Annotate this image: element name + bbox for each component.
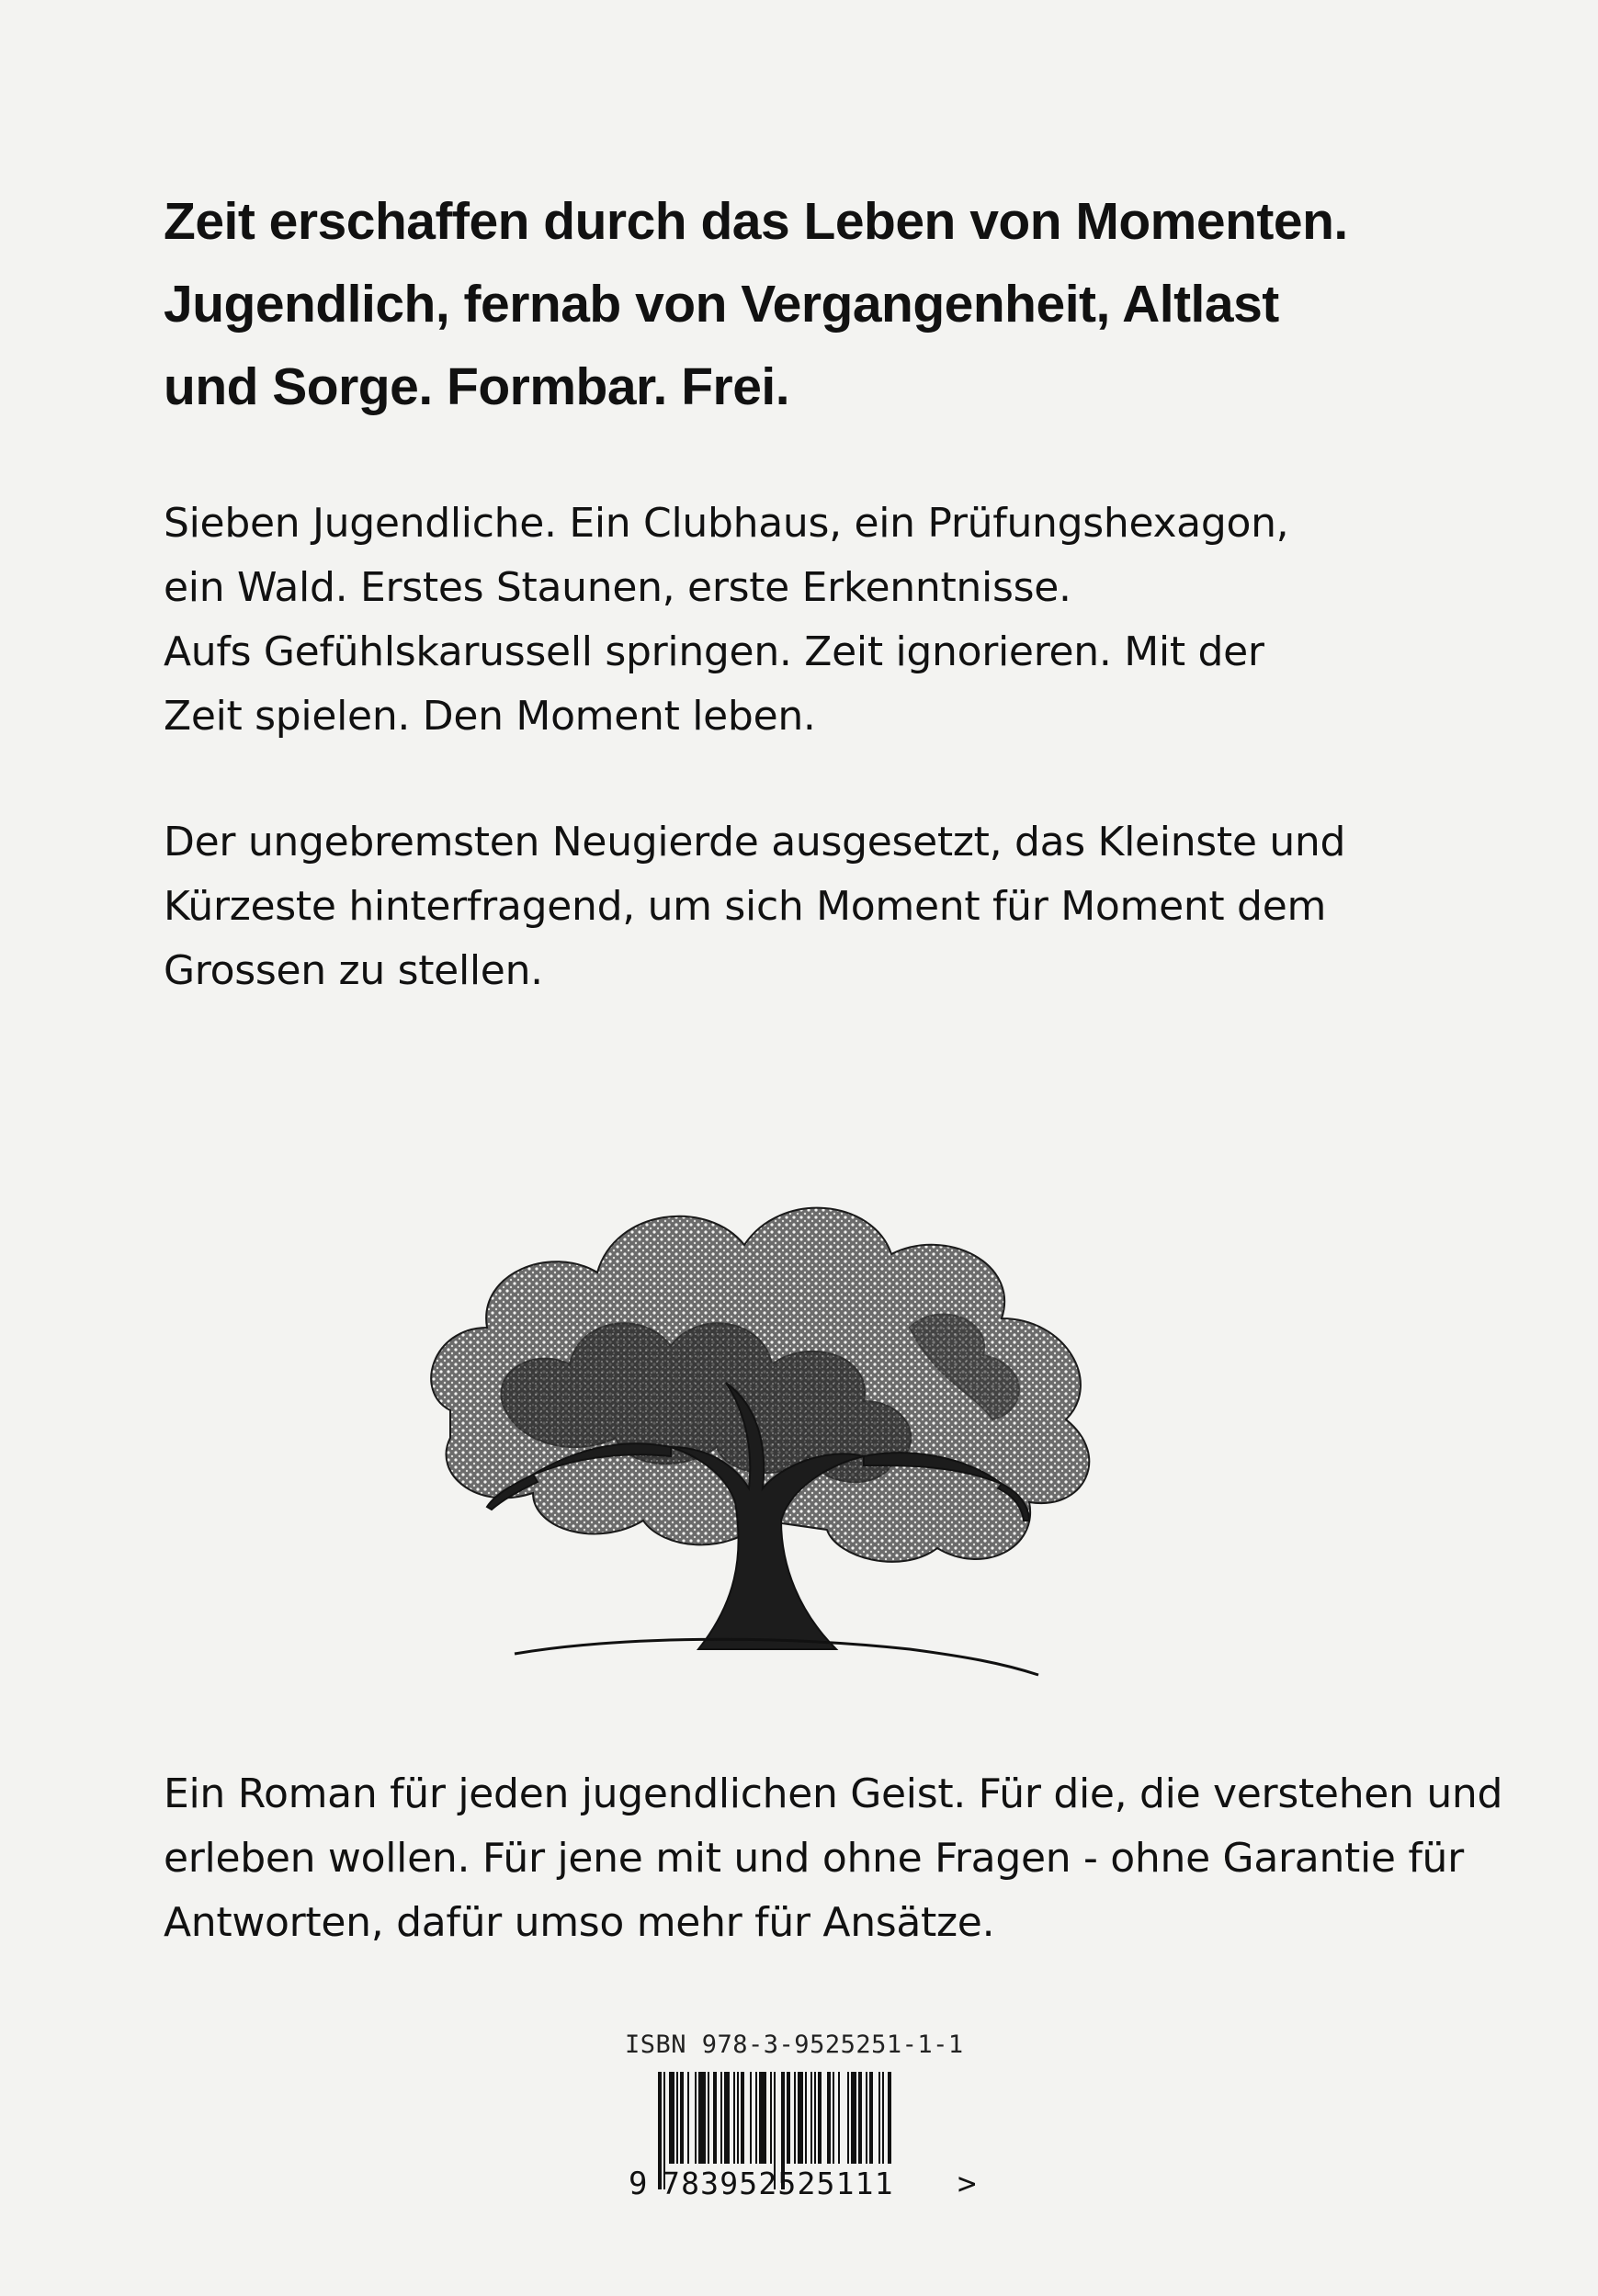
barcode-bar bbox=[755, 2072, 757, 2164]
barcode-bar bbox=[851, 2072, 856, 2164]
barcode-bar bbox=[750, 2072, 752, 2164]
barcode-bar bbox=[698, 2072, 706, 2164]
barcode-bar bbox=[858, 2072, 862, 2164]
tagline-line: Jugendlich, fernab von Vergangenheit, Altlast bbox=[164, 275, 1279, 334]
tagline-line: und Sorge. Formbar. Frei. bbox=[164, 357, 790, 416]
barcode-bar bbox=[669, 2072, 674, 2164]
paragraph-line: erleben wollen. Für jene mit und ohne Fragen - ohne Garantie für bbox=[164, 1835, 1464, 1882]
tagline-line: Zeit erschaffen durch das Leben von Momenten. bbox=[164, 192, 1348, 251]
barcode-bar bbox=[827, 2072, 831, 2164]
barcode-bar bbox=[805, 2072, 807, 2164]
paragraph-line: Der ungebremsten Neugierde ausgesetzt, das Kleinste und bbox=[164, 819, 1346, 865]
barcode-first-digit: 9 bbox=[629, 2166, 648, 2202]
barcode-bar bbox=[741, 2072, 744, 2164]
barcode-bar bbox=[866, 2072, 867, 2164]
barcode-bar bbox=[814, 2072, 816, 2164]
tagline bbox=[164, 180, 1468, 428]
paragraph-line: Sieben Jugendliche. Ein Clubhaus, ein Prüfungshexagon, bbox=[164, 500, 1289, 547]
isbn-label: ISBN 978-3-9525251-1-1 bbox=[625, 2030, 964, 2059]
barcode-bar bbox=[770, 2072, 772, 2164]
barcode-bar bbox=[737, 2072, 739, 2164]
paragraph-line: Ein Roman für jeden jugendlichen Geist. Für die, die verstehen und bbox=[164, 1770, 1503, 1817]
barcode-bar bbox=[810, 2072, 812, 2164]
barcode-bar bbox=[695, 2072, 697, 2164]
barcode-bar bbox=[708, 2072, 709, 2164]
barcode-bar bbox=[713, 2072, 717, 2164]
barcode-quiet-zone-arrow: > bbox=[958, 2166, 977, 2202]
barcode-bar bbox=[818, 2072, 822, 2164]
barcode-bar bbox=[733, 2072, 735, 2164]
paragraph-line: ein Wald. Erstes Staunen, erste Erkenntnisse. bbox=[164, 564, 1071, 611]
barcode-bar bbox=[838, 2072, 840, 2164]
blurb-paragraph-1 bbox=[164, 492, 1468, 749]
paragraph-line: Grossen zu stellen. bbox=[164, 947, 543, 994]
barcode-bar bbox=[720, 2072, 722, 2164]
blurb-paragraph-3 bbox=[164, 1762, 1503, 1955]
barcode-bar bbox=[869, 2072, 873, 2164]
barcode-bar bbox=[787, 2072, 790, 2164]
paragraph-line: Antworten, dafür umso mehr für Ansätze. bbox=[164, 1899, 995, 1946]
barcode-bar bbox=[724, 2072, 730, 2164]
barcode-bar bbox=[833, 2072, 834, 2164]
barcode-bar bbox=[798, 2072, 803, 2164]
barcode-bar bbox=[847, 2072, 849, 2164]
barcode-bar bbox=[878, 2072, 880, 2164]
barcode-bar bbox=[882, 2072, 884, 2164]
oak-tree-illustration bbox=[395, 1171, 1149, 1686]
barcode-bar bbox=[680, 2072, 684, 2164]
paragraph-line: Kürzeste hinterfragend, um sich Moment für Moment dem bbox=[164, 883, 1327, 930]
barcode-bar bbox=[759, 2072, 766, 2164]
barcode-bar bbox=[676, 2072, 678, 2164]
blurb-paragraph-2 bbox=[164, 810, 1468, 1003]
barcode-bar bbox=[794, 2072, 796, 2164]
barcode-bar bbox=[888, 2072, 891, 2164]
barcode-digits: 783952525111 bbox=[662, 2166, 894, 2201]
paragraph-line: Zeit spielen. Den Moment leben. bbox=[164, 693, 816, 740]
barcode-bar bbox=[687, 2072, 689, 2164]
paragraph-line: Aufs Gefühlskarussell springen. Zeit ignorieren. Mit der bbox=[164, 628, 1264, 675]
